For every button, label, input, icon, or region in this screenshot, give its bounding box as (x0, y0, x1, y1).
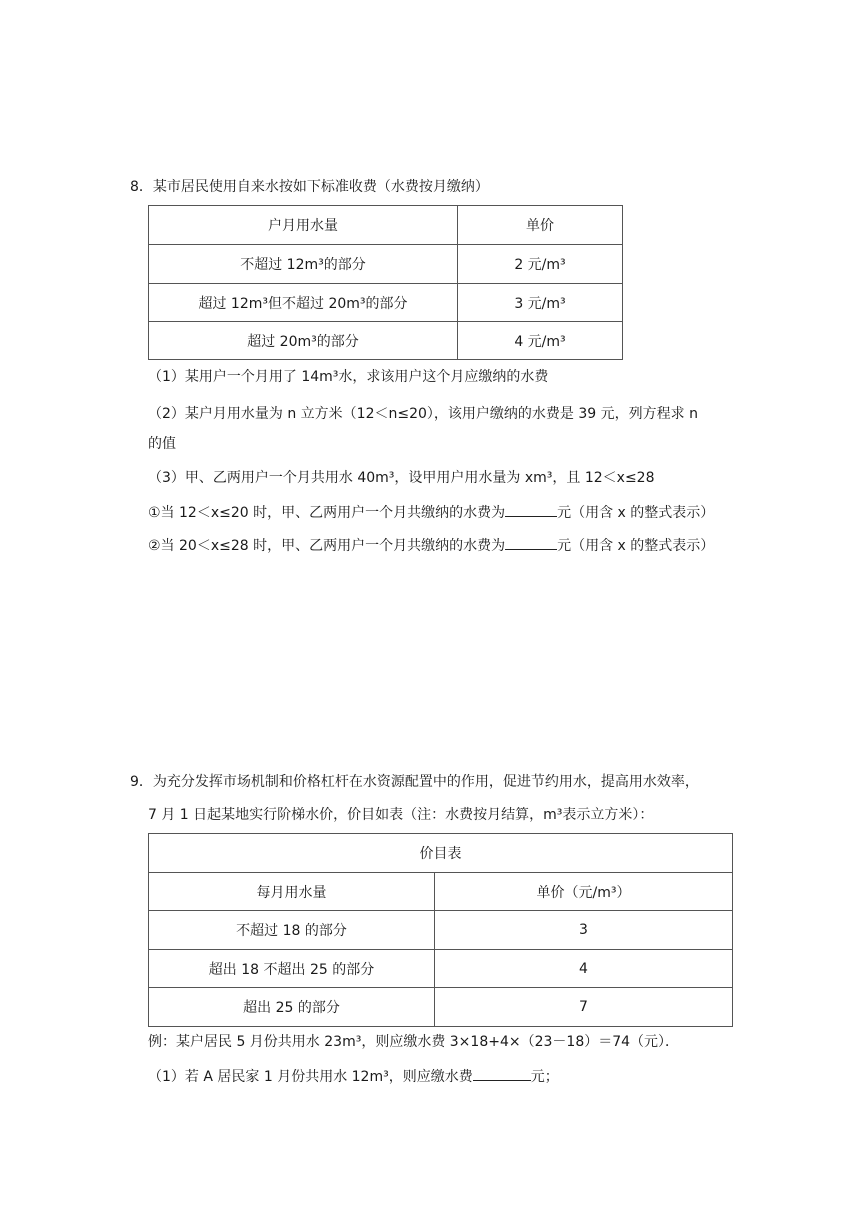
table-title-row (149, 834, 733, 873)
answer-blank[interactable] (473, 1066, 531, 1081)
answer-blank[interactable] (505, 535, 557, 550)
header-price: 单价 (458, 206, 623, 245)
usage-cell: 超过 12m³但不超过 20m³的部分 (149, 284, 458, 322)
subpart1-text: ①当 12＜x≤20 时，甲、乙两用户一个月共缴纳的水费为 (148, 505, 506, 521)
q9-price-table (148, 833, 733, 1027)
price-cell: 4 元/m³ (458, 322, 623, 360)
header-usage: 每月用水量 (149, 873, 435, 911)
usage-cell: 不超过 12m³的部分 (149, 245, 458, 284)
price-cell: 7 (435, 988, 733, 1027)
q9-example: 例：某户居民 5 月份共用水 23m³，则应缴水费 3×18+4×（23－18）＝74（元）． (148, 1034, 680, 1050)
q8-part3: （3）甲、乙两用户一个月共用水 40m³，设甲用户用水量为 xm³，且 12＜x≤28 (148, 470, 655, 486)
table-row (149, 322, 623, 360)
price-cell: 2 元/m³ (458, 245, 623, 284)
price-cell: 3 元/m³ (458, 284, 623, 322)
q9-part1 (148, 1066, 559, 1087)
subpart2-suffix: 元（用含 x 的整式表示） (557, 538, 715, 554)
table-title: 价目表 (149, 834, 733, 873)
table-row (149, 284, 623, 322)
header-usage: 户月用水量 (149, 206, 458, 245)
q8-part2: （2）某户月用水量为 n 立方米（12＜n≤20），该用户缴纳的水费是 39 元，列方程求 n (148, 406, 698, 422)
q8-stem: 8．某市居民使用自来水按如下标准收费（水费按月缴纳） (130, 179, 489, 195)
usage-cell: 超出 18 不超出 25 的部分 (149, 950, 435, 988)
table-header-row (149, 873, 733, 911)
usage-cell: 超出 25 的部分 (149, 988, 435, 1027)
q8-price-table (148, 205, 623, 360)
subpart2-text: ②当 20＜x≤28 时，甲、乙两用户一个月共缴纳的水费为 (148, 538, 506, 554)
q8-subpart1 (148, 502, 714, 523)
part1-suffix: 元； (530, 1069, 559, 1085)
q8-part2-cont: 的值 (148, 436, 176, 452)
q8-part1: （1）某用户一个月用了 14m³水，求该用户这个月应缴纳的水费 (148, 369, 549, 385)
table-row (149, 988, 733, 1027)
usage-cell: 不超过 18 的部分 (149, 911, 435, 950)
part1-text: （1）若 A 居民家 1 月份共用水 12m³，则应缴水费 (148, 1069, 473, 1085)
price-cell: 4 (435, 950, 733, 988)
table-row (149, 245, 623, 284)
q8-subpart2 (148, 535, 714, 556)
usage-cell: 超过 20m³的部分 (149, 322, 458, 360)
price-cell: 3 (435, 911, 733, 950)
subpart1-suffix: 元（用含 x 的整式表示） (557, 505, 715, 521)
table-row (149, 911, 733, 950)
table-header-row (149, 206, 623, 245)
table-row (149, 950, 733, 988)
answer-blank[interactable] (505, 502, 557, 517)
q9-stem-line2: 7 月 1 日起某地实行阶梯水价，价目如表（注：水费按月结算，m³表示立方米）： (148, 807, 654, 823)
q9-stem-line1: 9．为充分发挥市场机制和价格杠杆在水资源配置中的作用，促进节约用水，提高用水效率， (130, 774, 699, 790)
header-price: 单价（元/m³） (435, 873, 733, 911)
